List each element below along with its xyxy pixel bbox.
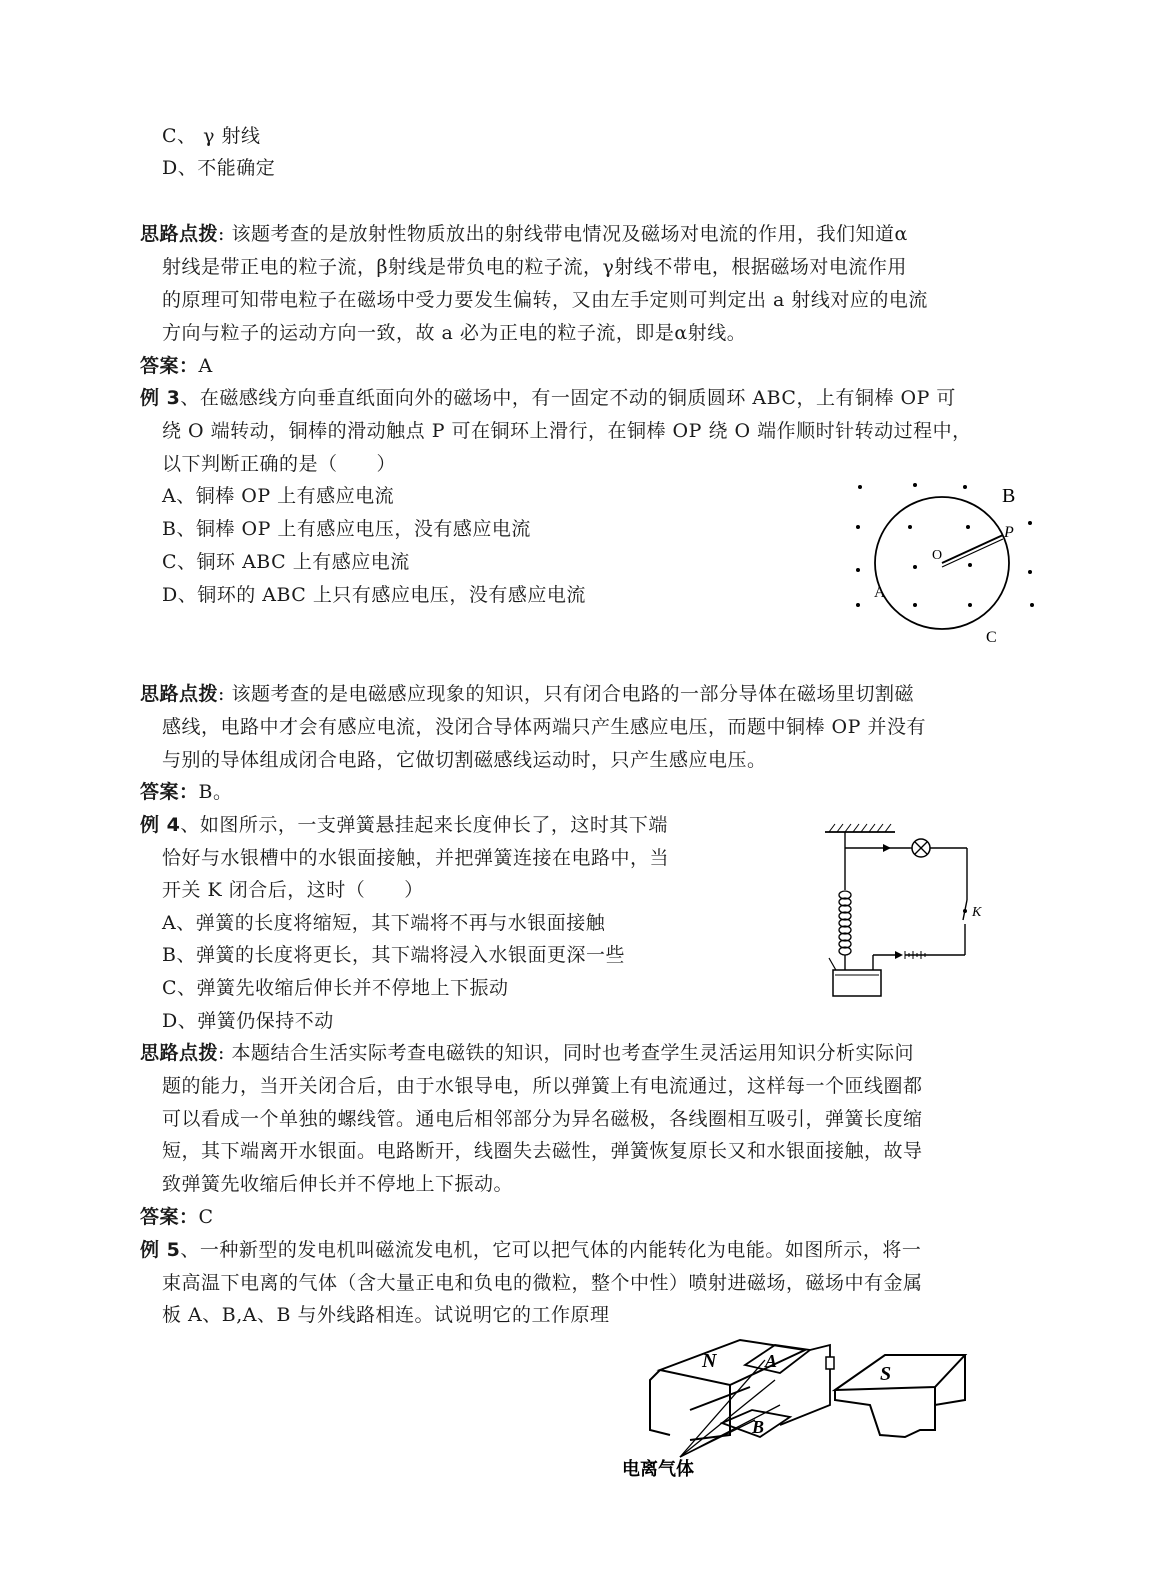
- option-b: B、弹簧的长度将更长，其下端将浸入水银面更深一些: [162, 944, 625, 966]
- example-label: 例 3: [140, 387, 181, 409]
- answer-label: 答案：: [140, 781, 199, 803]
- option-c: C、铜环 ABC 上有感应电流: [162, 551, 410, 573]
- example-paragraph: [140, 1234, 921, 1266]
- label-c: C: [986, 629, 997, 646]
- example-line: 板 A、B,A、B 与外线路相连。试说明它的工作原理: [162, 1304, 610, 1326]
- hint-line: 射线是带正电的粒子流，β射线是带负电的粒子流，γ射线不带电，根据磁场对电流作用: [162, 256, 907, 278]
- label-a: A: [874, 584, 886, 601]
- example-line: 、在磁感线方向垂直纸面向外的磁场中，有一固定不动的铜质圆环 ABC，上有铜棒 OP 可: [180, 387, 956, 409]
- label-p: P: [1004, 524, 1014, 541]
- spring-coil: [839, 891, 851, 955]
- example-line: 绕 O 端转动，铜棒的滑动触点 P 可在铜环上滑行，在铜棒 OP 绕 O 端作顺时针转动过程中，: [162, 420, 972, 442]
- hint-line: 方向与粒子的运动方向一致，故 a 必为正电的粒子流，即是α射线。: [162, 322, 747, 344]
- copper-rod-op: [942, 535, 1003, 563]
- example-paragraph: [140, 382, 956, 414]
- hint-paragraph: 思路点拨: 本题结合生活实际考查电磁铁的知识，同时也考查学生灵活运用知识分析实际问: [140, 1042, 914, 1064]
- label-n: N: [702, 1350, 717, 1372]
- example-paragraph: [140, 809, 668, 841]
- hint-paragraph: 思路点拨: 该题考查的是放射性物质放出的射线带电情况及磁场对电流的作用，我们知道α: [140, 223, 908, 245]
- hint-paragraph: 思路点拨: 该题考查的是电磁感应现象的知识，只有闭合电路的一部分导体在磁场里切割磁: [140, 683, 914, 705]
- option-d: D、弹簧仍保持不动: [162, 1010, 334, 1032]
- answer-line: [140, 776, 232, 808]
- magnet-s: [835, 1355, 965, 1437]
- answer-value: C: [198, 1206, 214, 1228]
- option-d: D、不能确定: [162, 157, 276, 179]
- label-k: K: [972, 905, 982, 920]
- option-a: A、弹簧的长度将缩短，其下端将不再与水银面接触: [162, 912, 606, 934]
- hint-line: 与别的导体组成闭合电路，它做切割磁感线运动时，只产生感应电压。: [162, 749, 767, 771]
- option-c: C、弹簧先收缩后伸长并不停地上下振动: [162, 977, 509, 999]
- hint-line: 的原理可知带电粒子在磁场中受力要发生偏转，又由左手定则可判定出 a 射线对应的电流: [162, 289, 928, 311]
- hint-label: 思路点拨: [140, 223, 219, 245]
- hint-line: 该题考查的是电磁感应现象的知识，只有闭合电路的一部分导体在磁场里切割磁: [231, 683, 914, 705]
- hint-line: 题的能力，当开关闭合后，由于水银导电，所以弹簧上有电流通过，这样每一个匝线圈都: [162, 1075, 923, 1097]
- hint-line: 本题结合生活实际考查电磁铁的知识，同时也考查学生灵活运用知识分析实际问: [231, 1042, 914, 1064]
- plate-a: [745, 1345, 830, 1425]
- option-a: A、铜棒 OP 上有感应电流: [162, 485, 395, 507]
- hint-line: 致弹簧先收缩后伸长并不停地上下振动。: [162, 1173, 514, 1195]
- example-line: 束高温下电离的气体（含大量正电和负电的微粒，整个中性）喷射进磁场，磁场中有金属: [162, 1272, 923, 1294]
- spring-circuit-figure: [815, 820, 1025, 1005]
- example-line: 开关 K 闭合后，这时（ ）: [162, 879, 424, 901]
- mercury-trough: [833, 970, 881, 996]
- label-a: A: [765, 1351, 778, 1371]
- answer-value: B。: [198, 781, 233, 803]
- hint-line: 该题考查的是放射性物质放出的射线带电情况及磁场对电流的作用，我们知道α: [231, 223, 908, 245]
- example-line: 以下判断正确的是（ ）: [162, 453, 397, 475]
- example-label: 例 5: [140, 1239, 181, 1261]
- label-b: B: [1002, 485, 1016, 507]
- answer-line: [140, 1201, 214, 1233]
- hint-label: 思路点拨: [140, 1042, 219, 1064]
- hint-line: 短，其下端离开水银面。电路断开，线圈失去磁性，弹簧恢复原长又和水银面接触，故导: [162, 1140, 923, 1162]
- label-ionized-gas: 电离气体: [622, 1459, 694, 1480]
- label-o: O: [932, 548, 943, 563]
- hint-line: 感线，电路中才会有感应电流，没闭合导体两端只产生感应电压，而题中铜棒 OP 并没有: [162, 716, 926, 738]
- answer-label: 答案：: [140, 1206, 199, 1228]
- answer-label: 答案：: [140, 355, 199, 377]
- example-label: 例 4: [140, 814, 181, 836]
- hint-label: 思路点拨: [140, 683, 219, 705]
- option-d: D、铜环的 ABC 上只有感应电压，没有感应电流: [162, 584, 586, 606]
- current-arrow: [883, 844, 891, 852]
- option-c: C、 γ 射线: [162, 125, 261, 147]
- answer-value: A: [198, 355, 213, 377]
- mhd-generator-figure: [622, 1325, 980, 1490]
- label-s: S: [880, 1363, 892, 1385]
- hint-line: 可以看成一个单独的螺线管。通电后相邻部分为异名磁极，各线圈相互吸引，弹簧长度缩: [162, 1108, 923, 1130]
- example-line: 恰好与水银槽中的水银面接触，并把弹簧连接在电路中，当: [162, 847, 670, 869]
- label-b: B: [752, 1417, 765, 1437]
- option-b: B、铜棒 OP 上有感应电压，没有感应电流: [162, 518, 531, 540]
- example-line: 、如图所示，一支弹簧悬挂起来长度伸长了，这时其下端: [180, 814, 668, 836]
- copper-ring-figure: [840, 475, 1050, 655]
- answer-line: [140, 350, 213, 382]
- example-line: 、一种新型的发电机叫磁流发电机，它可以把气体的内能转化为电能。如图所示，将一: [180, 1239, 922, 1261]
